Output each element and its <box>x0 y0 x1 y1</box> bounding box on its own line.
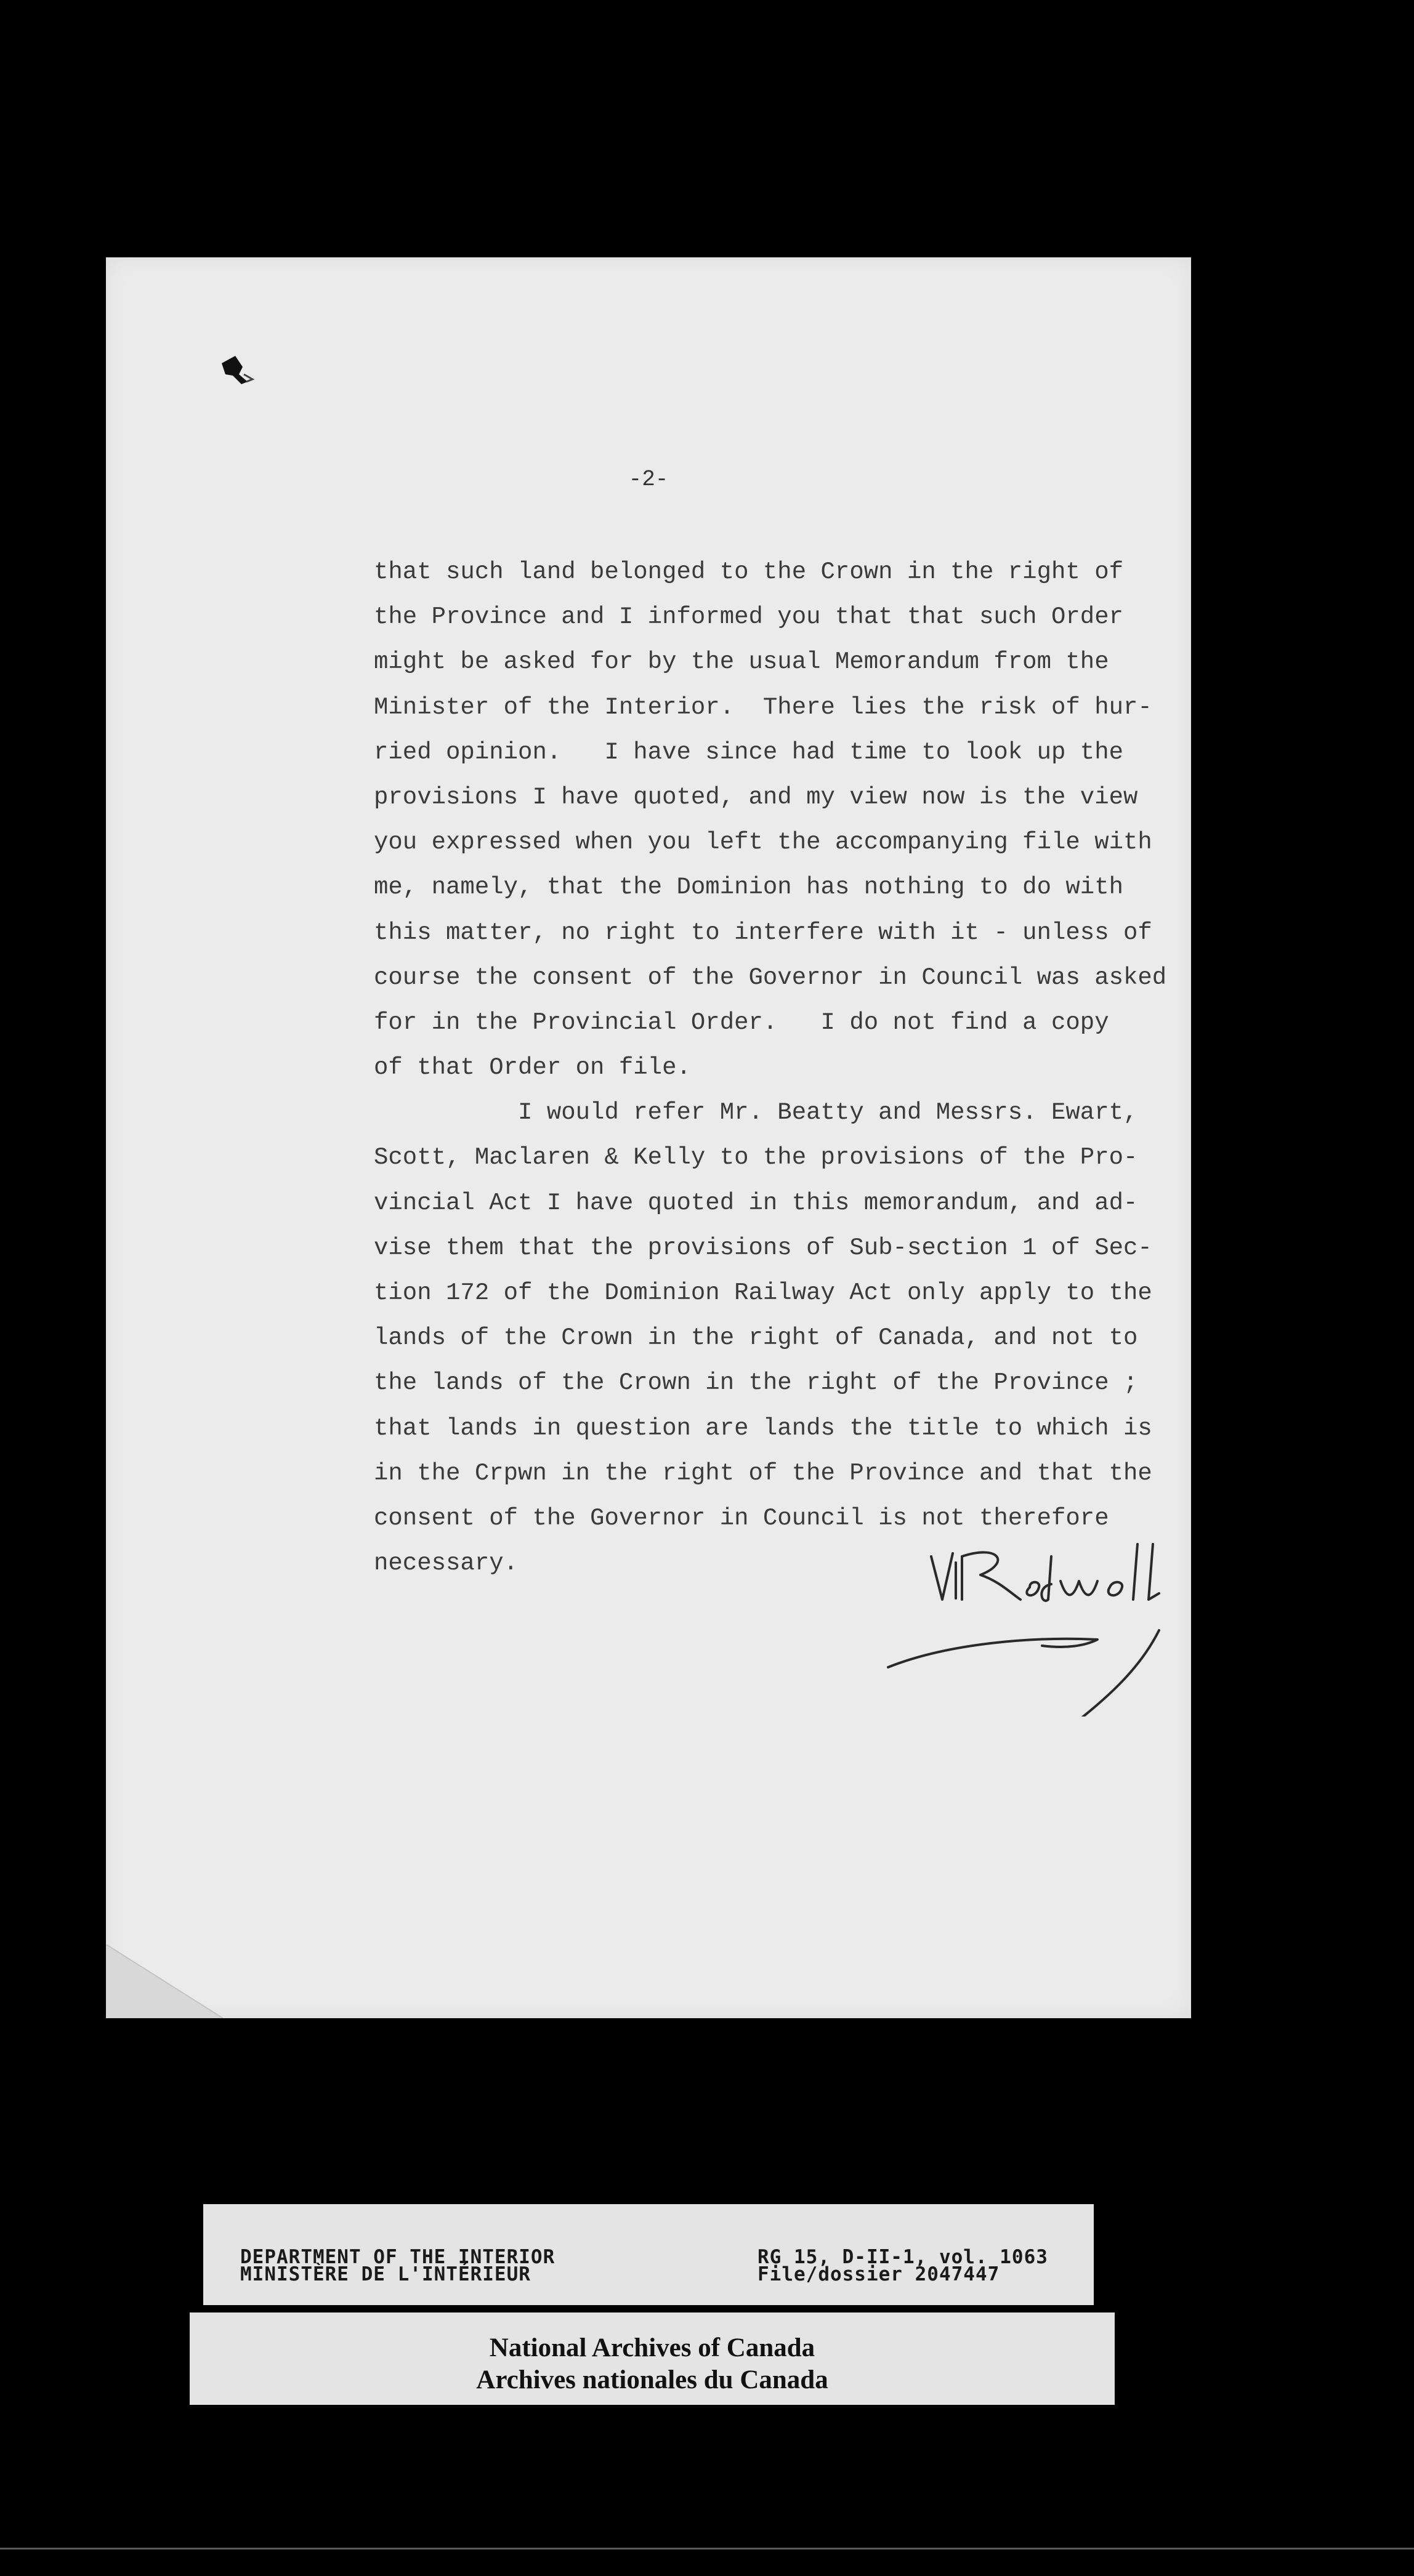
text-line: ried opinion. I have since had time to look up the <box>374 738 1123 766</box>
department-name-en: DEPARTMENT OF THE INTERIOR <box>240 2246 556 2268</box>
text-line: lands of the Crown in the right of Canada, and not to <box>374 1324 1138 1352</box>
letter-body <box>374 550 1236 1586</box>
text-line: that lands in question are lands the title to which is <box>374 1414 1152 1442</box>
text-line: of that Order on file. <box>374 1054 691 1082</box>
archive-reference-label <box>203 2204 1094 2305</box>
text-line: Minister of the Interior. There lies the risk of hur- <box>374 693 1152 721</box>
department-name <box>240 2248 555 2283</box>
scan-edge-line <box>0 2548 1414 2550</box>
archives-name <box>190 2332 1115 2396</box>
text-line: tion 172 of the Dominion Railway Act only apply to the <box>374 1279 1152 1306</box>
text-line: you expressed when you left the accompanying file with <box>374 829 1152 856</box>
text-line: I would refer Mr. Beatty and Messrs. Ewart, <box>374 1099 1138 1127</box>
text-line: consent of the Governor in Council is not therefore <box>374 1504 1109 1532</box>
archives-name-label <box>190 2312 1115 2405</box>
file-reference <box>758 2248 1048 2283</box>
text-line: that such land belonged to the Crown in the right of <box>374 558 1123 586</box>
text-line: vincial Act I have quoted in this memorandum, and ad- <box>374 1189 1138 1217</box>
text-line: this matter, no right to interfere with it - unless of <box>374 919 1152 946</box>
archives-name-en: National Archives of Canada <box>489 2333 815 2362</box>
page-number: -2- <box>628 467 669 492</box>
text-line: the lands of the Crown in the right of the Province ; <box>374 1369 1138 1397</box>
file-number: File/dossier 2047447 <box>758 2263 1000 2285</box>
text-line: might be asked for by the usual Memorandum from the <box>374 648 1109 676</box>
text-line: vise them that the provisions of Sub-section 1 of Sec- <box>374 1234 1152 1262</box>
text-line: course the consent of the Governor in Council was asked <box>374 964 1167 991</box>
archives-name-fr: Archives nationales du Canada <box>476 2365 828 2394</box>
handwritten-signature <box>777 1519 1208 1717</box>
text-line: the Province and I informed you that that such Order <box>374 603 1123 631</box>
ink-blot-icon <box>217 350 260 393</box>
text-line: necessary. <box>374 1550 519 1577</box>
text-line: in the Crpwn in the right of the Province and that the <box>374 1459 1152 1487</box>
record-group: RG 15, D-II-1, vol. 1063 <box>758 2246 1048 2268</box>
department-name-fr: MINISTÈRE DE L'INTÉRIEUR <box>240 2263 531 2285</box>
text-line: provisions I have quoted, and my view now is the view <box>374 783 1138 811</box>
text-line: me, namely, that the Dominion has nothing to do with <box>374 874 1123 901</box>
folded-corner <box>106 1944 223 2018</box>
text-line: for in the Provincial Order. I do not find a copy <box>374 1008 1109 1036</box>
document-page <box>106 257 1191 2018</box>
text-line: Scott, Maclaren & Kelly to the provisions of the Pro- <box>374 1144 1138 1172</box>
